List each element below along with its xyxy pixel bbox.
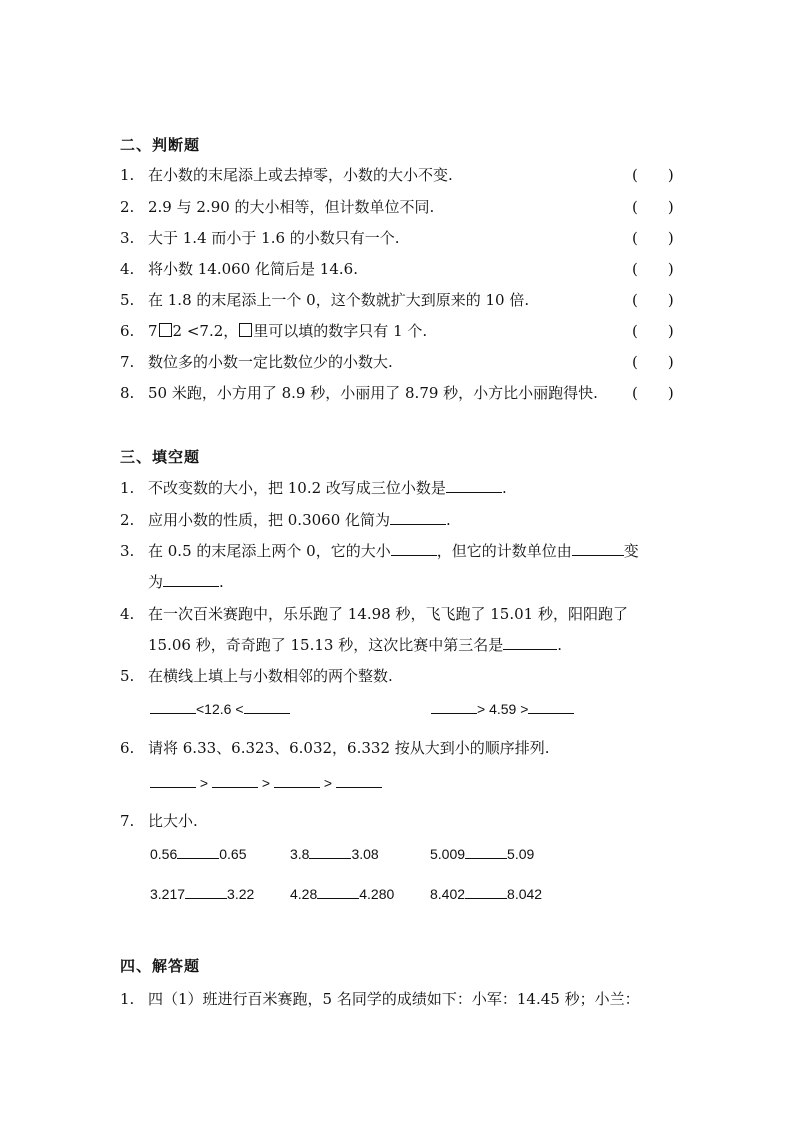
blank-box-icon <box>239 323 252 337</box>
answer-blank[interactable] <box>185 885 227 899</box>
answer-blank[interactable] <box>309 845 351 859</box>
answer-blank[interactable] <box>150 700 196 714</box>
judge-item-4: 4. 将小数 14.060 化简后是 14.6. <box>120 260 358 278</box>
fill-item-4: 4. 在一次百米赛跑中，乐乐跑了 14.98 秒，飞飞跑了 15.01 秒，阳阳跑了 <box>120 605 628 623</box>
compare-pair: 4.28 4.280 <box>290 886 395 902</box>
compare-pair: 0.56 0.65 <box>150 846 247 862</box>
fill-item-7: 7. 比大小. <box>120 812 198 830</box>
neighbor-integers-4-59: > 4.59 > <box>431 700 574 717</box>
blank-box-icon <box>159 323 172 337</box>
compare-pair: 3.8 3.08 <box>290 846 379 862</box>
answer-blank[interactable] <box>163 572 219 587</box>
answer-paren-2[interactable]: ( ) <box>632 198 674 216</box>
section-title-answer: 四、解答题 <box>120 957 201 975</box>
judge-item-5: 5. 在 1.8 的末尾添上一个 0，这个数就扩大到原来的 10 倍. <box>120 291 530 309</box>
answer-blank[interactable] <box>336 774 382 788</box>
fill-item-5: 5. 在横线上填上与小数相邻的两个整数. <box>120 667 393 685</box>
judge-item-1: 1. 在小数的末尾添上或去掉零，小数的大小不变. <box>120 166 453 184</box>
answer-blank[interactable] <box>431 700 477 714</box>
judge-item-2: 2. 2.9 与 2.90 的大小相等，但计数单位不同. <box>120 198 435 216</box>
fill-item-1: 1. 不改变数的大小，把 10.2 改写成三位小数是 . <box>120 479 507 497</box>
answer-blank[interactable] <box>390 510 446 525</box>
answer-paren-3[interactable]: ( ) <box>632 229 674 247</box>
answer-paren-1[interactable]: ( ) <box>632 166 674 184</box>
judge-item-7: 7. 数位多的小数一定比数位少的小数大. <box>120 353 393 371</box>
order-blanks: > > > <box>150 774 382 791</box>
answer-paren-4[interactable]: ( ) <box>632 260 674 278</box>
answer-blank[interactable] <box>446 478 502 493</box>
fill-item-3-cont: 为 . <box>148 573 224 591</box>
answer-item-1: 1. 四（1）班进行百米赛跑，5 名同学的成绩如下：小军：14.45 秒；小兰： <box>120 990 640 1008</box>
fill-item-2: 2. 应用小数的性质，把 0.3060 化简为 . <box>120 511 451 529</box>
answer-blank[interactable] <box>465 885 507 899</box>
answer-blank[interactable] <box>212 774 258 788</box>
answer-blank[interactable] <box>150 774 196 788</box>
section-title-fill: 三、填空题 <box>120 448 201 466</box>
answer-paren-6[interactable]: ( ) <box>632 322 674 340</box>
answer-blank[interactable] <box>244 700 290 714</box>
answer-blank[interactable] <box>503 635 557 650</box>
compare-pair: 5.009 5.09 <box>430 846 535 862</box>
answer-paren-8[interactable]: ( ) <box>632 384 674 402</box>
answer-blank[interactable] <box>177 845 219 859</box>
fill-item-6: 6. 请将 6.33、6.323、6.032，6.332 按从大到小的顺序排列. <box>120 739 550 757</box>
answer-blank[interactable] <box>528 700 574 714</box>
section-title-judgement: 二、判断题 <box>120 136 201 154</box>
fill-item-3: 3. 在 0.5 的末尾添上两个 0，它的大小 ，但它的计数单位由 变 <box>120 542 639 560</box>
compare-pair: 8.402 8.042 <box>430 886 543 902</box>
judge-item-6: 6. 7 2 <7.2， 里可以填的数字只有 1 个. <box>120 322 428 340</box>
neighbor-integers-12-6: <12.6 < <box>150 700 290 717</box>
answer-paren-7[interactable]: ( ) <box>632 353 674 371</box>
fill-item-4-cont: 15.06 秒，奇奇跑了 15.13 秒，这次比赛中第三名是 . <box>148 636 562 654</box>
judge-item-3: 3. 大于 1.4 而小于 1.6 的小数只有一个. <box>120 229 400 247</box>
answer-blank[interactable] <box>465 845 507 859</box>
answer-blank[interactable] <box>274 774 320 788</box>
answer-blank[interactable] <box>317 885 359 899</box>
answer-blank[interactable] <box>391 541 437 556</box>
judge-item-8: 8. 50 米跑，小方用了 8.9 秒，小丽用了 8.79 秒，小方比小丽跑得快. <box>120 384 598 402</box>
compare-pair: 3.217 3.22 <box>150 886 255 902</box>
answer-blank[interactable] <box>572 541 624 556</box>
answer-paren-5[interactable]: ( ) <box>632 291 674 309</box>
